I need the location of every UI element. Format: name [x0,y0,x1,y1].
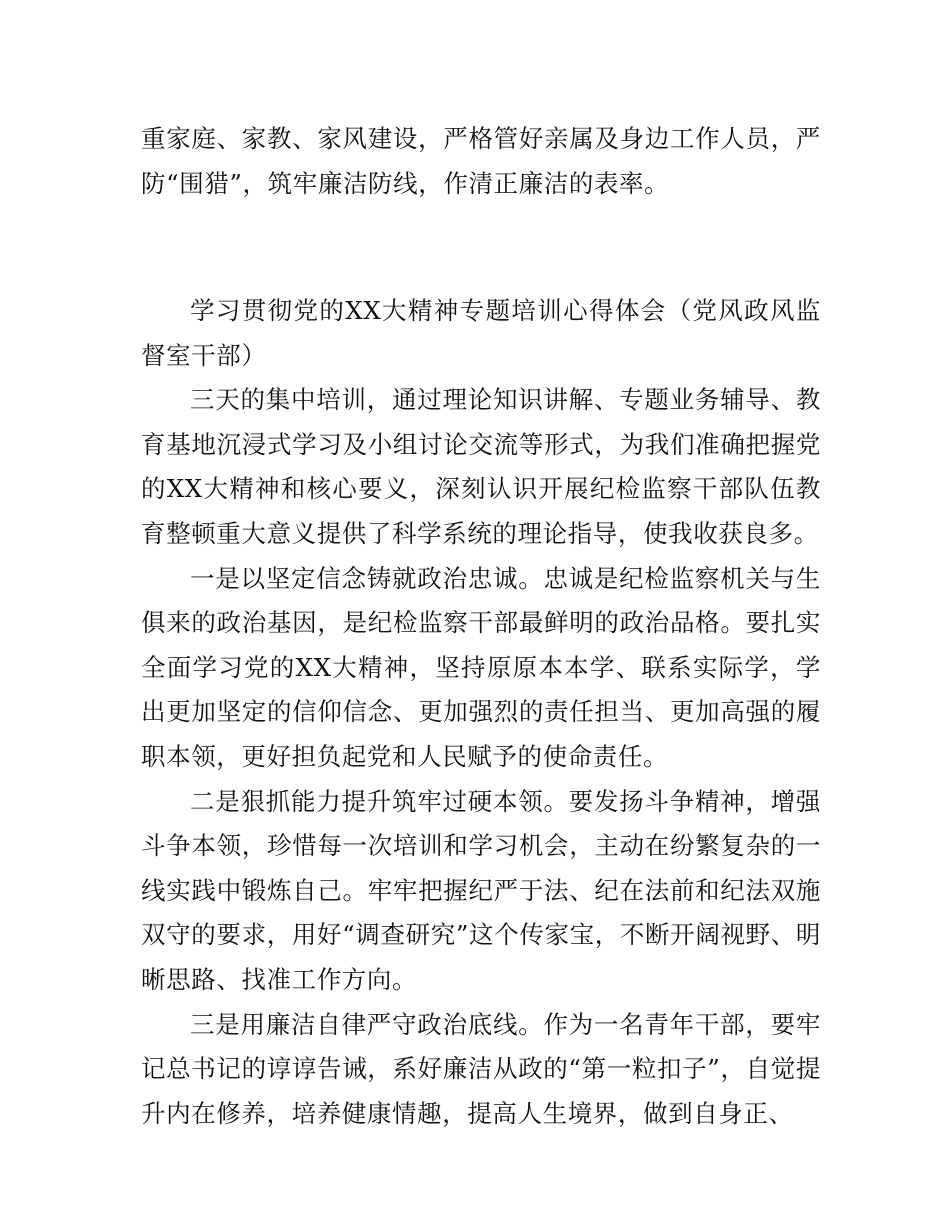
paragraph-point-two: 二是狠抓能力提升筑牢过硬本领。要发扬斗争精神，增强斗争本领，珍惜每一次培训和学习机会，主动在纷繁复杂的一线实践中锻炼自己。牢牢把握纪严于法、纪在法前和纪法双施双守的要求，用好“调查研究”这个传家宝，不断开阔视野、明晰思路、找准工作方向。 [141,786,821,994]
paragraph-point-three: 三是用廉洁自律严守政治底线。作为一名青年干部，要牢记总书记的谆谆告诫，系好廉洁从政的“第一粒扣子”，自觉提升内在修养，培养健康情趣，提高人生境界，做到自身正、 [141,1009,821,1128]
continuation-section [141,117,821,206]
paragraph-intro: 三天的集中培训，通过理论知识讲解、专题业务辅导、教育基地沉浸式学习及小组讨论交流等形式，为我们准确把握党的XX大精神和核心要义，深刻认识开展纪检监察干部队伍教育整顿重大意义提供了科学系统的理论指导，使我收获良多。 [141,385,821,548]
paragraph-point-one: 一是以坚定信念铸就政治忠诚。忠诚是纪检监察机关与生俱来的政治基因，是纪检监察干部最鲜明的政治品格。要扎实全面学习党的XX大精神，坚持原原本本学、联系实际学，学出更加坚定的信仰信念、更加强烈的责任担当、更加高强的履职本领，更好担负起党和人民赋予的使命责任。 [141,563,821,771]
continuation-paragraph: 重家庭、家教、家风建设，严格管好亲属及身边工作人员，严防“围猎”，筑牢廉洁防线，作清正廉洁的表率。 [141,124,821,198]
article-section [141,289,821,1136]
article-title: 学习贯彻党的XX大精神专题培训心得体会（党风政风监督室干部） [141,296,821,370]
